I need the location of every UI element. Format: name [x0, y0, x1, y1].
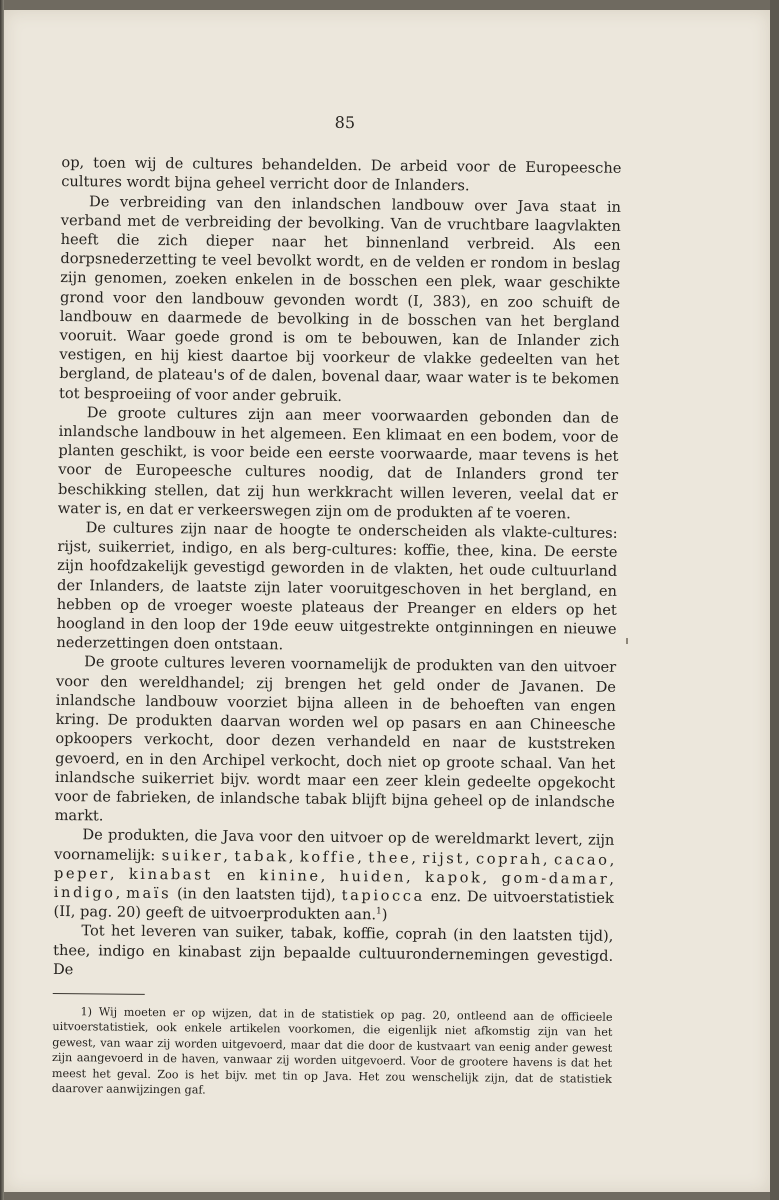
- footnote-text: Wij moeten er op wijzen, dat in de statistiek op pag. 20, ontleend aan de officieele uitvoerstatistiek, ook enkele artikelen voorkomen, die eigenlijk niet afkomstig zijn van het gewest, van waar zij worden uitgevoerd, maar dat die door de kustvaart van eenig ander gewest zijn aangevoerd in de haven, vanwaar zij worden uitgevoerd. Voor de grootere havens is dat het meest het geval. Zoo is het bijv. met tin op Java. Het zou wenschelijk zijn, dat de statistiek daarover aanwijzingen gaf.: [51, 1005, 613, 1097]
- product-cacao: cacao: [553, 850, 610, 869]
- export-tail: enz. De uitvoerstatistiek (II, pag. 20) geeft de uitvoerprodukten aan.: [53, 887, 614, 924]
- page-body: [52, 110, 622, 1102]
- product-gom-damar: gom-damar: [501, 869, 610, 888]
- product-coprah: coprah: [475, 849, 544, 868]
- paragraph-4: De cultures zijn naar de hoogte te onderscheiden als vlakte-cultures: rijst, suikerriet, indigo, en als berg-cultures: koffie, thee, kina. De eerste zijn hoofdzakelijk gevestigd geworden in de vlakten, het oude cultuurland der Inlanders, de laatste zijn later vooruitgeschoven in het bergland, en hebben op de vroeger woeste plateaus der Preanger en elders op het hoogland in den loop der 19de eeuw uitgestrekte ontginningen en nieuwe nederzettingen doen ontstaan.: [56, 519, 618, 654]
- footnote-reference: 1: [376, 906, 382, 917]
- footnote-marker: 1): [80, 1005, 93, 1019]
- book-page: [4, 10, 770, 1192]
- product-kinabast: kinabast: [128, 865, 213, 884]
- product-suiker: suiker: [161, 846, 224, 865]
- paragraph-1: op, toen wij de cultures behandelden. De arbeid voor de Europeesche cultures wordt bijna geheel verricht door de Inlanders.: [61, 154, 622, 195]
- product-mais: maïs: [126, 884, 172, 903]
- product-tabak: tabak: [234, 847, 289, 865]
- product-tapiocca: tapiocca: [341, 886, 425, 905]
- page-number: 85: [334, 112, 356, 133]
- product-peper: peper: [53, 864, 111, 883]
- product-koffie: koffie: [299, 848, 358, 866]
- paragraph-6: De produkten, die Java voor den uitvoer op de wereldmarkt levert, zijn voornamelijk: suiker, tabak, koffie, thee, rijst, coprah, cacao, peper, kinabast en kinine, huiden, kapok, gom-damar, indigo, maïs (in den laatsten tijd), tapiocca enz. De uitvoerstatistiek (II, pag. 20) geeft de uitvoerprodukten aan.$^1$): [53, 826, 615, 924]
- paragraph-3: De groote cultures zijn aan meer voorwaarden gebonden dan de inlandsche landbouw in het algemeen. Een klimaat en een bodem, voor de planten geschikt, is voor beide een eerste voorwaarde, maar tevens is het voor de Europeesche cultures noodig, dat de Inlanders grond ter beschikking stellen, dat zij hun werkkracht willen leveren, veelal dat er water is, en dat er verkeerswegen zijn om de produkten af te voeren.: [57, 404, 619, 523]
- paragraph-5: De groote cultures leveren voornamelijk de produkten van den uitvoer voor den wereldhandel; zij brengen het geld onder de Javanen. De inlandsche landbouw voorziet bijna alleen in de behoeften van engen kring. De produkten daarvan worden wel op pasars en aan Chineesche opkoopers verkocht, door dezen verhandeld en naar de kuststreken gevoerd, en in den Archipel verkocht, doch niet op groote schaal. Van het inlandsche suikerriet bijv. wordt maar een zeer klein gedeelte opgekocht voor de fabrieken, de inlandsche tabak blijft bijna geheel op de inlandsche markt.: [54, 653, 617, 825]
- recent-note: (in den laatsten tijd),: [176, 885, 336, 904]
- footnote: [52, 1004, 613, 1102]
- product-kapok: kapok: [424, 868, 483, 887]
- product-huiden: huiden: [339, 867, 407, 886]
- footnote-reference-paren: ): [381, 906, 388, 924]
- footnote-divider: [53, 993, 145, 995]
- paragraph-2: De verbreiding van den inlandschen landbouw over Java staat in verband met de verbreiding der bevolking. Van de vruchtbare laagvlakten heeft die zich dieper naar het binnenland verbreid. Als een dorpsnederzetting te veel bevolkt wordt, en de velden er rondom in beslag zijn genomen, zoeken enkelen in de bosschen een plek, waar geschikte grond voor den landbouw gevonden wordt (I, 383), en zoo schuift de landbouw en daarmede de bevolking in de bosschen van het bergland vooruit. Waar goede grond is om te bebouwen, kan de Inlander zich vestigen, en hij kiest daartoe bij voorkeur de vlakke gedeelten van het bergland, de plateau's of de dalen, bovenal daar, waar water is te bekomen tot besproeiing of voor ander gebruik.: [58, 192, 622, 405]
- product-rijst: rijst: [422, 849, 465, 867]
- scan-background: [770, 0, 779, 1200]
- paper-speck: [626, 638, 628, 644]
- paragraph-7: Tot het leveren van suiker, tabak, koffie, coprah (in den laatsten tijd), thee, indigo en kinabast zijn bepaalde cultuurondernemingen gevestigd. De: [52, 922, 614, 978]
- product-kinine: kinine: [259, 866, 321, 885]
- product-thee: thee: [368, 848, 412, 867]
- connector-en: en: [226, 866, 246, 884]
- product-indigo: indigo: [53, 883, 116, 902]
- export-intro: De produkten, die Java voor den uitvoer op de wereldmarkt levert, zijn voornamelijk:: [54, 826, 615, 864]
